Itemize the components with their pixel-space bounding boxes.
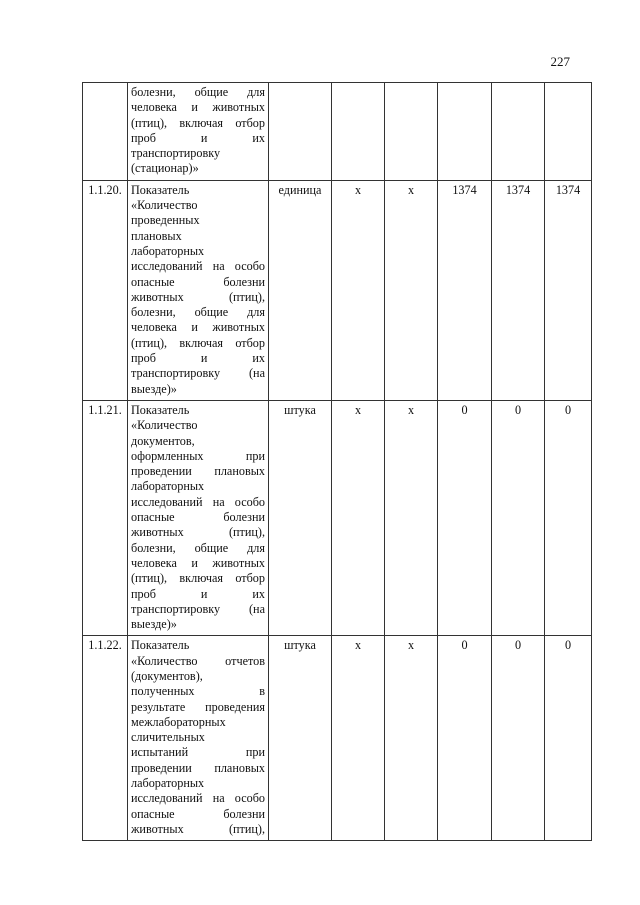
indicator-name-line: человека и животных	[131, 100, 265, 115]
indicator-name-line: проб и их	[131, 351, 265, 366]
unit-cell: штука	[269, 636, 332, 841]
table-row	[83, 400, 592, 635]
indicator-name-line: животных (птиц),	[131, 821, 265, 836]
indicator-name-line: (стационар)»	[131, 161, 199, 176]
indicator-name-line: проб и их	[131, 586, 265, 601]
indicator-name-cell	[128, 636, 269, 841]
value-cell-v2	[385, 83, 438, 181]
value-cell-v1	[332, 83, 385, 181]
table-row	[83, 180, 592, 400]
row-number-cell: 1.1.22.	[83, 636, 128, 841]
value-cell-v5	[545, 83, 592, 181]
value-cell-v4	[492, 83, 545, 181]
value-cell-v1: х	[332, 400, 385, 635]
indicator-name-line: «Количество	[131, 418, 198, 433]
indicator-name-line: испытаний при	[131, 745, 265, 760]
value-cell-v4: 0	[492, 400, 545, 635]
unit-cell: единица	[269, 180, 332, 400]
indicator-name-line: проведении плановых	[131, 760, 265, 775]
value-cell-v1: х	[332, 636, 385, 841]
indicator-name-line: (птиц), включая отбор	[131, 571, 265, 586]
indicator-name-line: транспортировку	[131, 146, 221, 161]
indicator-name-line: Показатель	[131, 638, 190, 653]
indicator-name-line: Показатель	[131, 402, 190, 417]
value-cell-v3	[438, 83, 492, 181]
indicator-name-line: опасные болезни	[131, 806, 265, 821]
indicator-name-line: плановых	[131, 228, 182, 243]
indicator-name-line: полученных в	[131, 684, 265, 699]
indicator-name-line: проб и их	[131, 130, 265, 145]
indicator-name-line: животных (птиц),	[131, 525, 265, 540]
row-number-cell: 1.1.21.	[83, 400, 128, 635]
row-number-cell: 1.1.20.	[83, 180, 128, 400]
indicator-name-line: выезде)»	[131, 381, 177, 396]
indicator-name-line: (документов),	[131, 668, 203, 683]
indicator-name-line: проведенных	[131, 213, 200, 228]
indicator-name-line: проведении плановых	[131, 464, 265, 479]
indicator-table	[82, 82, 592, 841]
indicator-name-line: выезде)»	[131, 617, 177, 632]
indicator-name-line: (птиц), включая отбор	[131, 115, 265, 130]
unit-cell	[269, 83, 332, 181]
indicator-name-line: исследований на особо	[131, 259, 265, 274]
value-cell-v2: х	[385, 400, 438, 635]
indicator-name-line: «Количество	[131, 198, 198, 213]
indicator-name-line: исследований на особо	[131, 494, 265, 509]
indicator-name-line: человека и животных	[131, 555, 265, 570]
value-cell-v5: 0	[545, 400, 592, 635]
indicator-name-line: межлабораторных	[131, 714, 226, 729]
indicator-name-line: Показатель	[131, 182, 190, 197]
indicator-name-line: болезни, общие для	[131, 85, 265, 99]
value-cell-v2: х	[385, 180, 438, 400]
indicator-name-line: человека и животных	[131, 320, 265, 335]
indicator-name-cell	[128, 400, 269, 635]
indicator-name-cell	[128, 180, 269, 400]
value-cell-v5: 0	[545, 636, 592, 841]
indicator-name-line: оформленных при	[131, 448, 265, 463]
unit-cell: штука	[269, 400, 332, 635]
indicator-name-line: (птиц), включая отбор	[131, 335, 265, 350]
indicator-name-line: документов,	[131, 433, 195, 448]
indicator-name-line: сличительных	[131, 730, 205, 745]
row-number-cell	[83, 83, 128, 181]
page-number: 227	[550, 54, 570, 69]
value-cell-v4: 0	[492, 636, 545, 841]
indicator-name-line: лабораторных	[131, 776, 205, 791]
table-row	[83, 636, 592, 841]
value-cell-v5: 1374	[545, 180, 592, 400]
indicator-name-line: транспортировку (на	[131, 366, 265, 381]
table-row	[83, 83, 592, 181]
indicator-name-cell	[128, 83, 269, 181]
indicator-name-line: результате проведения	[131, 699, 265, 714]
indicator-name-line: животных (птиц),	[131, 289, 265, 304]
value-cell-v3: 1374	[438, 180, 492, 400]
value-cell-v2: х	[385, 636, 438, 841]
indicator-name-line: «Количество отчетов	[131, 653, 265, 668]
value-cell-v4: 1374	[492, 180, 545, 400]
value-cell-v1: х	[332, 180, 385, 400]
value-cell-v3: 0	[438, 636, 492, 841]
indicator-name-line: болезни, общие для	[131, 305, 265, 320]
indicator-name-line: транспортировку (на	[131, 601, 265, 616]
indicator-name-line: опасные болезни	[131, 510, 265, 525]
indicator-name-line: лабораторных	[131, 243, 205, 258]
indicator-name-line: лабораторных	[131, 479, 205, 494]
value-cell-v3: 0	[438, 400, 492, 635]
indicator-name-line: опасные болезни	[131, 274, 265, 289]
indicator-name-line: исследований на особо	[131, 791, 265, 806]
indicator-name-line: болезни, общие для	[131, 540, 265, 555]
